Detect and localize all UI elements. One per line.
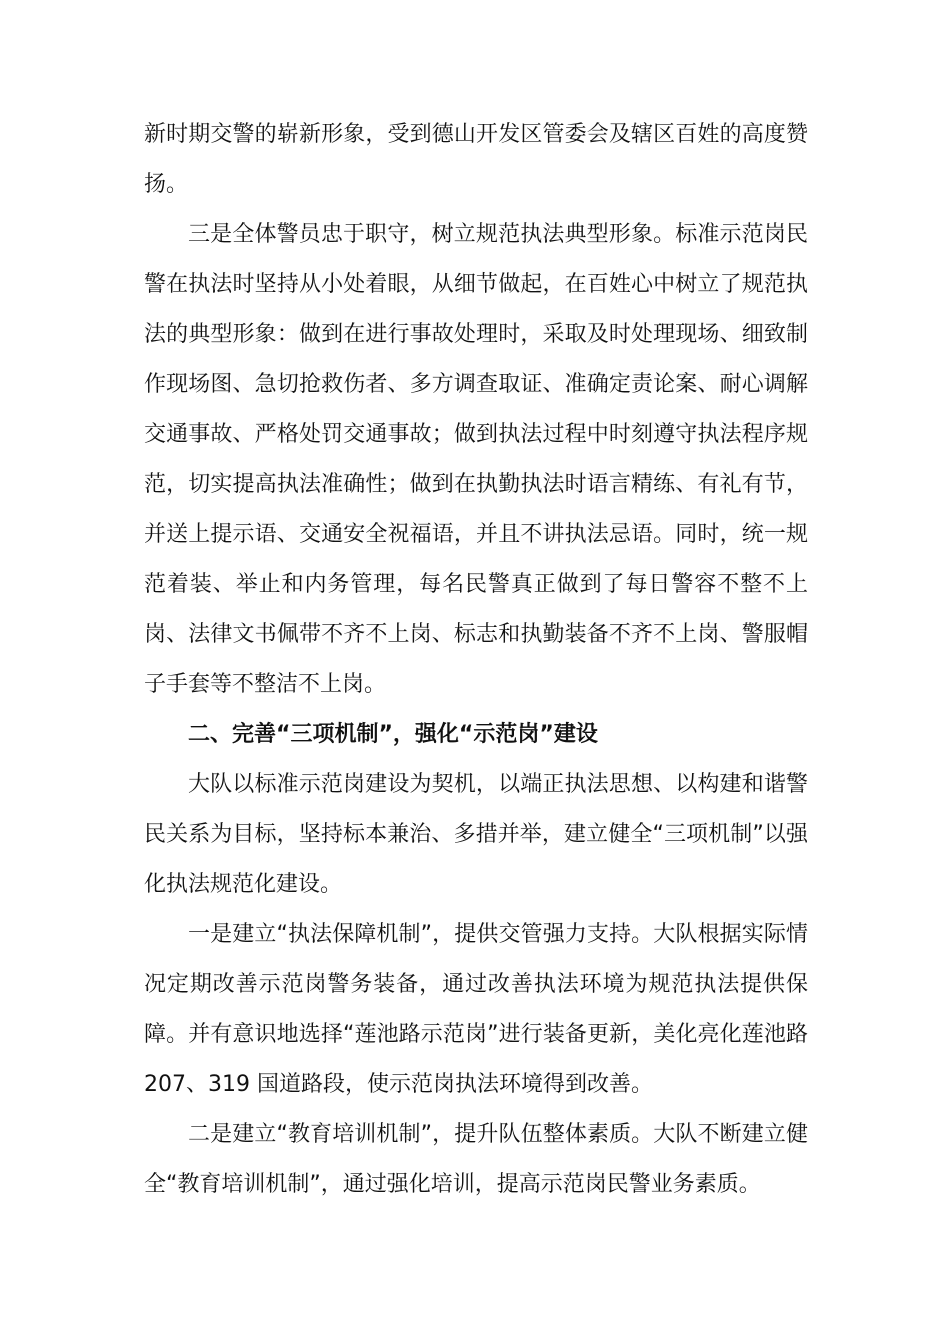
paragraph-law-enforcement-image: 三是全体警员忠于职守，树立规范执法典型形象。标准示范岗民警在执法时坚持从小处着眼，从细节做起，在百姓心中树立了规范执法的典型形象：做到在进行事故处理时，采取及时处理现场、细致制作现场图、急切抢救伤者、多方调查取证、准确定责论案、耐心调解交通事故、严格处罚交通事故；做到执法过程中时刻遵守执法程序规范，切实提高执法准确性；做到在执勤执法时语言精练、有礼有节，并送上提示语、交通安全祝福语，并且不讲执法忌语。同时，统一规范着装、举止和内务管理，每名民警真正做到了每日警容不整不上岗、法律文书佩带不齐不上岗、标志和执勤装备不齐不上岗、警服帽子手套等不整洁不上岗。 [144, 222, 808, 697]
section-heading-three-mechanisms: 二、完善“三项机制”，强化“示范岗”建设 [188, 722, 598, 747]
paragraph-enforcement-guarantee: 一是建立“执法保障机制”，提供交管强力支持。大队根据实际情况定期改善示范岗警务装备，通过改善执法环境为规范执法提供保障。并有意识地选择“莲池路示范岗”进行装备更新，美化亮化莲池路 207、319 国道路段，使示范岗执法环境得到改善。 [144, 922, 808, 1097]
paragraph-section-intro: 大队以标准示范岗建设为契机，以端正执法思想、以构建和谐警民关系为目标，坚持标本兼治、多措并举，建立健全“三项机制”以强化执法规范化建设。 [144, 772, 808, 897]
paragraph-continuation: 新时期交警的崭新形象，受到德山开发区管委会及辖区百姓的高度赞扬。 [144, 122, 808, 197]
document-body [144, 110, 808, 1210]
paragraph-training-mechanism: 二是建立“教育培训机制”，提升队伍整体素质。大队不断建立健全“教育培训机制”，通过强化培训，提高示范岗民警业务素质。 [144, 1122, 808, 1197]
